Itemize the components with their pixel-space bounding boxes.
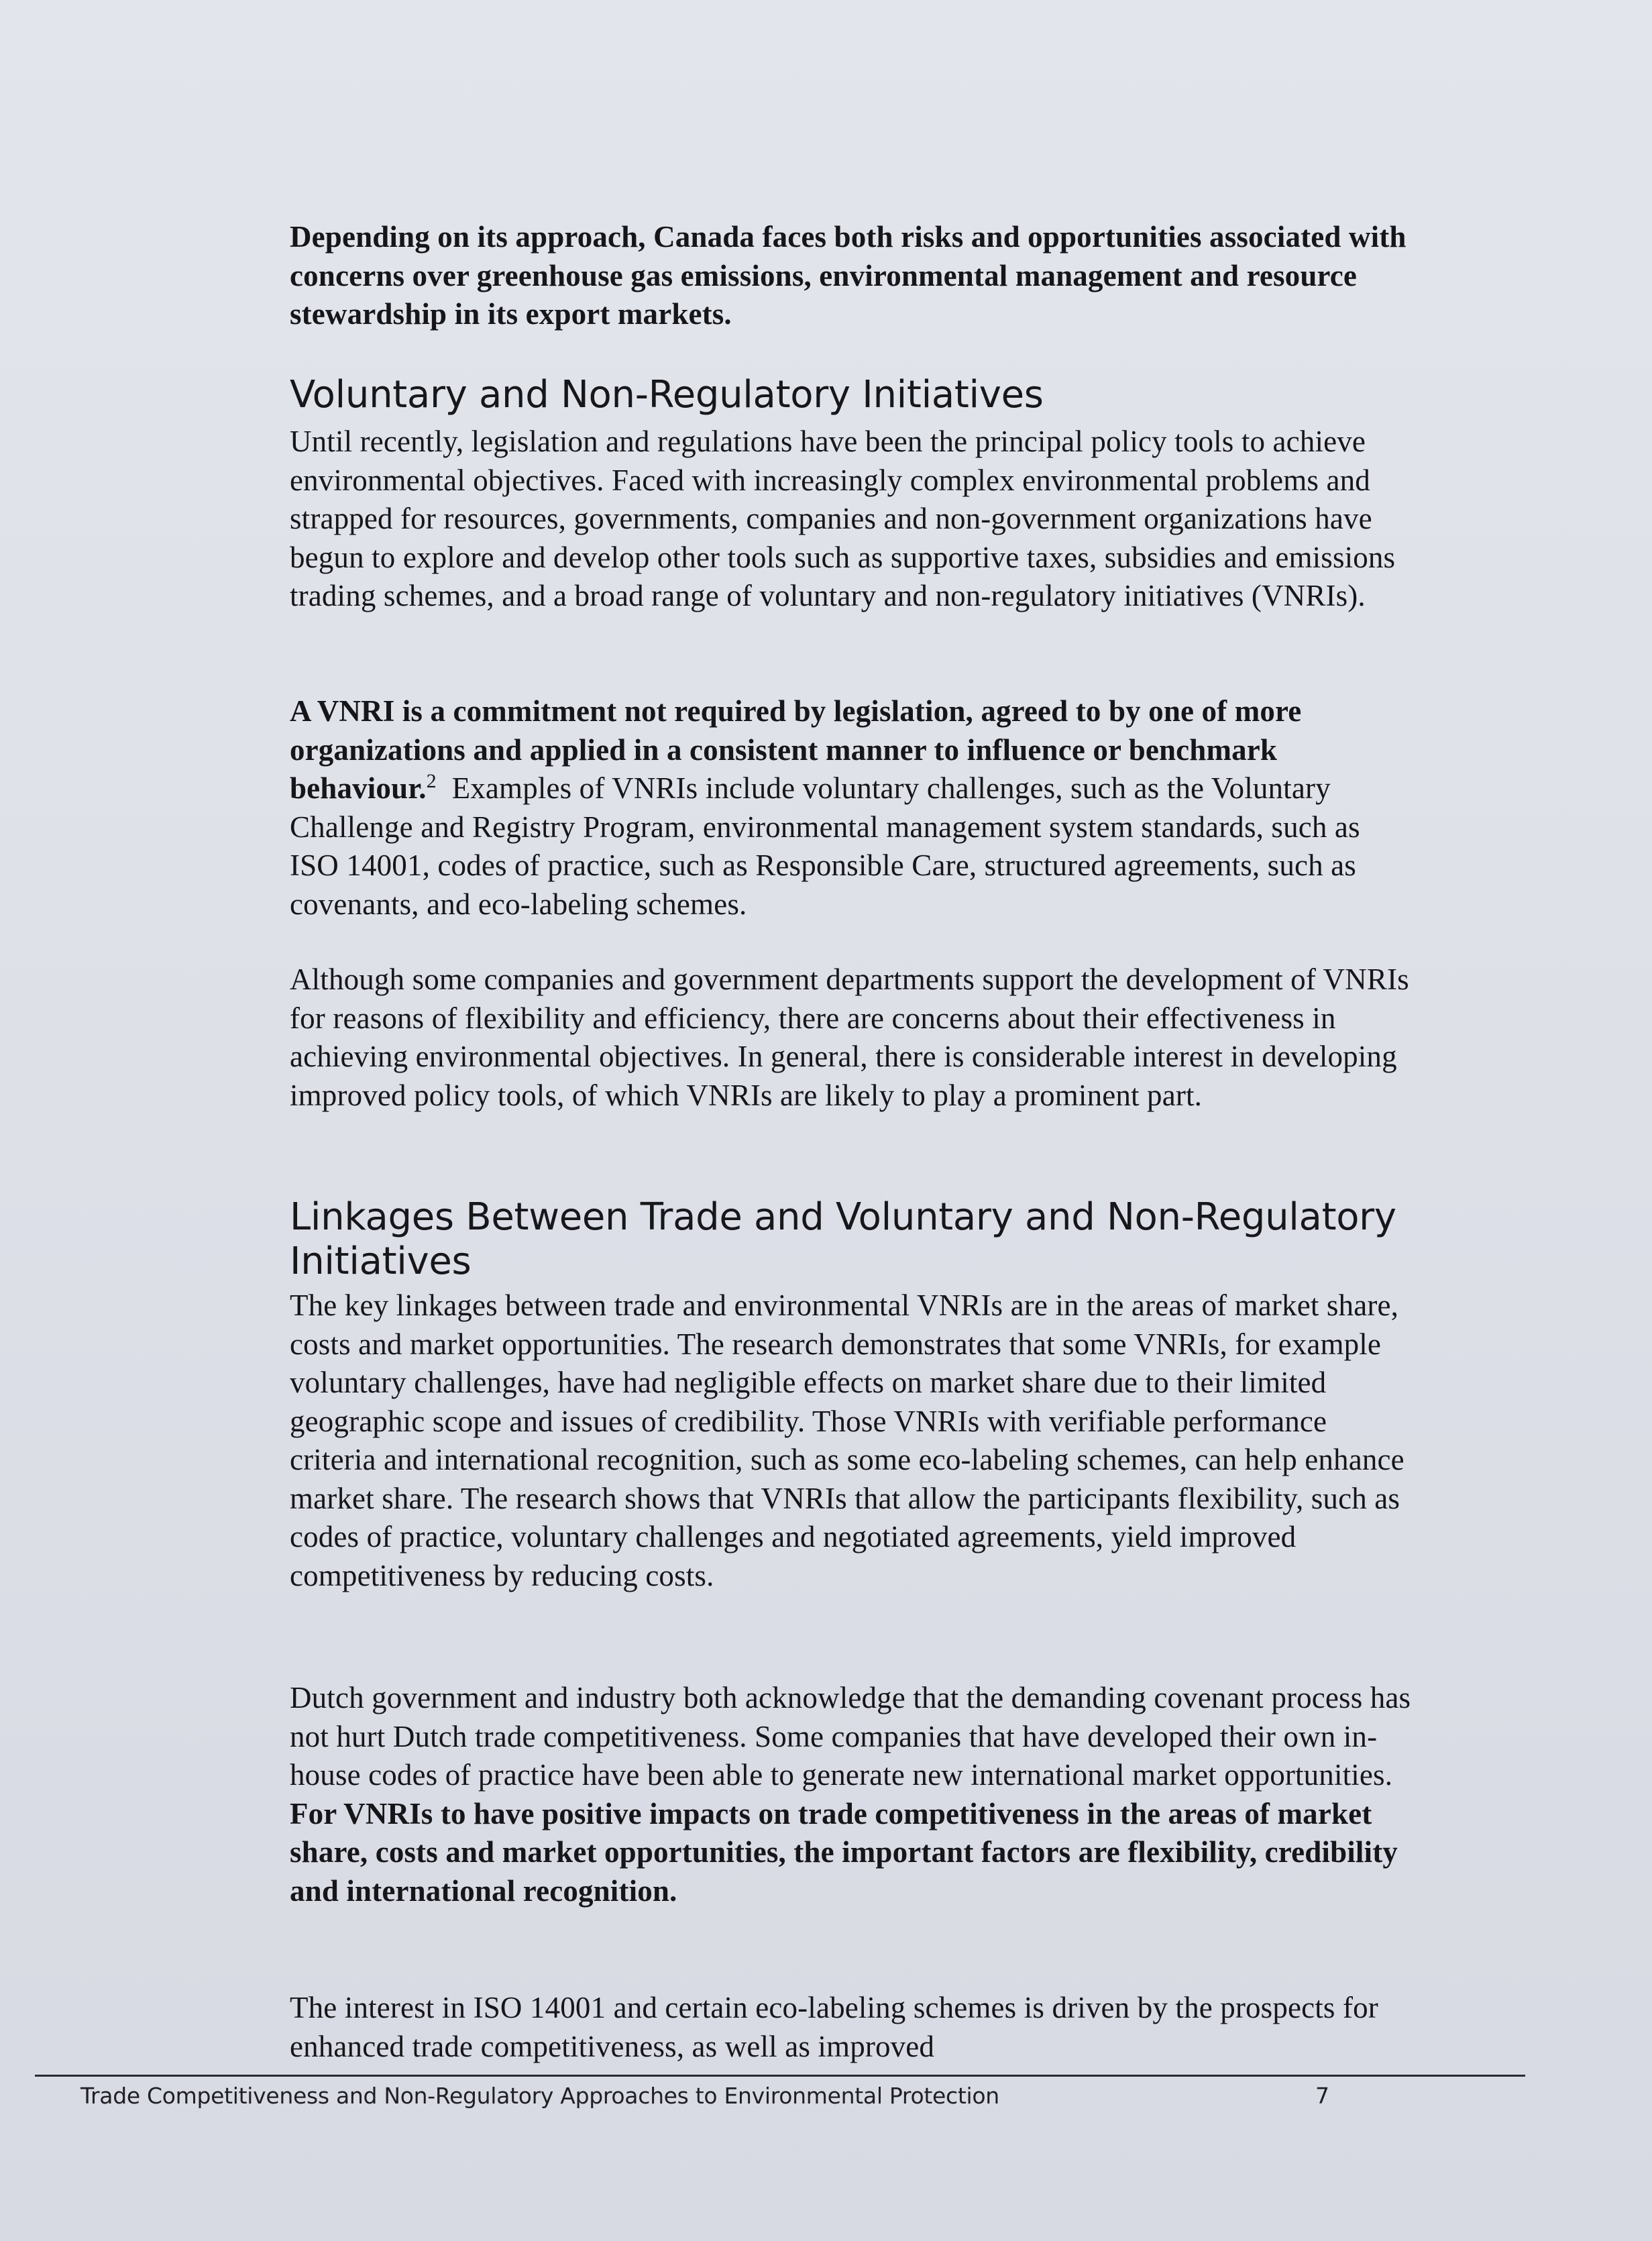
footer-title: Trade Competitiveness and Non-Regulatory Approaches to Environmental Protection bbox=[80, 2083, 999, 2109]
section2-paragraph-1: The key linkages between trade and environmental VNRIs are in the areas of market share, costs and market opportunities. The research demonstrates that some VNRIs, for example voluntary challenges, have had negligible effects on market share due to their limited geographic scope and issues of credibility. Those VNRIs with verifiable performance criteria and international recognition, such as some eco-labeling schemes, can help enhance market share. The research shows that VNRIs that allow the participants flexibility, such as codes of practice, voluntary challenges and negotiated agreements, yield improved competitiveness by reducing costs. bbox=[290, 1289, 1405, 1592]
section1-paragraph-3: Although some companies and government departments support the development of VNRIs for reasons of flexibility and efficiency, there are concerns about their effectiveness in achieving environmental objectives. In general, there is considerable interest in developing improved policy tools, of which VNRIs are likely to play a prominent part. bbox=[290, 963, 1409, 1112]
section-heading-voluntary-initiatives: Voluntary and Non-Regulatory Initiatives bbox=[290, 373, 1044, 417]
intro-summary bbox=[290, 218, 1417, 334]
section1-paragraph-1: Until recently, legislation and regulations have been the principal policy tools to achieve environmental objectives. Faced with increasingly complex environmental problems and strapped for resources, governments, companies and non-government organizations have begun to explore and develop other tools such as supportive taxes, subsidies and emissions trading schemes, and a broad range of voluntary and non-regulatory initiatives (VNRIs). bbox=[290, 425, 1396, 612]
section2-paragraph-1-block bbox=[290, 1287, 1417, 1595]
dutch-covenant-text: Dutch government and industry both acknowledge that the demanding covenant process has not hurt Dutch trade competitiveness. Some companies that have developed their own in-house codes of practice have been able to generate new international market opportunities. bbox=[290, 1681, 1411, 1792]
section2-paragraph-3-block bbox=[290, 1989, 1417, 2066]
footer-divider bbox=[35, 2075, 1525, 2077]
section1-paragraph-1-block bbox=[290, 423, 1417, 616]
section1-paragraph-2-block bbox=[290, 692, 1417, 924]
section1-paragraph-2 bbox=[290, 692, 1417, 924]
key-factors-statement: For VNRIs to have positive impacts on trade competitiveness in the areas of market share, costs and market opportunities, the important factors are flexibility, credibility and international recognition. bbox=[290, 1796, 1398, 1908]
section-heading-linkages: Linkages Between Trade and Voluntary and Non-Regulatory Initiatives bbox=[290, 1195, 1396, 1283]
page-number: 7 bbox=[1315, 2083, 1329, 2109]
intro-paragraph: Depending on its approach, Canada faces both risks and opportunities associated with concerns over greenhouse gas emissions, environmental management and resource stewardship in its export markets. bbox=[290, 220, 1407, 331]
section2-paragraph-2 bbox=[290, 1679, 1417, 1910]
section1-paragraph-3-block bbox=[290, 961, 1417, 1115]
section2-paragraph-2-block bbox=[290, 1679, 1417, 1910]
section2-paragraph-3: The interest in ISO 14001 and certain eco-labeling schemes is driven by the prospects for enhanced trade competitiveness, as well as improved bbox=[290, 1991, 1378, 2063]
footnote-marker: 2 bbox=[426, 770, 437, 792]
vnri-examples: Examples of VNRIs include voluntary challenges, such as the Voluntary Challenge and Registry Program, environmental management system standards, such as ISO 14001, codes of practice, such as Responsible Care, structured agreements, such as covenants, and eco-labeling schemes. bbox=[290, 771, 1360, 921]
vnri-definition: A VNRI is a commitment not required by legislation, agreed to by one of more organizations and applied in a consistent manner to influence or benchmark behaviour. bbox=[290, 694, 1302, 805]
